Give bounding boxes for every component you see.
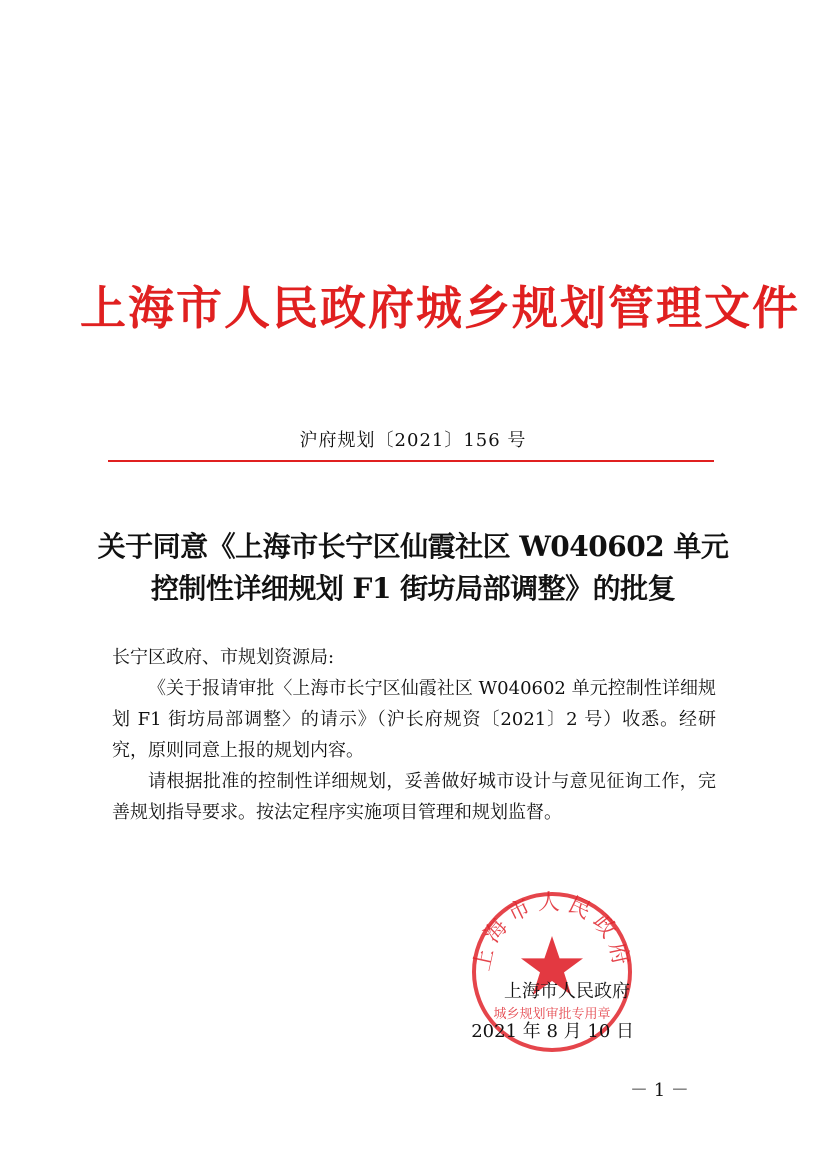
document-title-line-1: 关于同意《上海市长宁区仙霞社区 W040602 单元 (97, 530, 729, 563)
signature-organization: 上海市人民政府 (504, 981, 630, 1002)
document-title-line-2: 控制性详细规划 F1 街坊局部调整》的批复 (150, 572, 676, 605)
document-number: 沪府规划〔2021〕156 号 (299, 430, 527, 451)
document-title (80, 526, 746, 610)
signature-date: 2021 年 8 月 10 日 (471, 1021, 634, 1042)
seal-bottom-text: 城乡规划审批专用章 (493, 1007, 611, 1022)
seal-arc-text: 上海市人民政府 (470, 890, 634, 974)
body-paragraph-1: 《关于报请审批〈上海市长宁区仙霞社区 W040602 单元控制性详细规划 F1 街坊局部调整〉的请示》（沪长府规资〔2021〕2 号）收悉。经研究，原则同意上报的规划内容。 (112, 678, 716, 761)
issuer-header-title: 上海市人民政府城乡规划管理文件 (80, 281, 800, 335)
signature-block (470, 972, 636, 1052)
document-body (112, 642, 716, 828)
page-number: － 1 － (630, 1080, 689, 1101)
body-paragraph-2: 请根据批准的控制性详细规划，妥善做好城市设计与意见征询工作，完善规划指导要求。按法定程序实施项目管理和规划监督。 (112, 771, 716, 823)
red-divider-line (108, 460, 714, 462)
recipients-line: 长宁区政府、市规划资源局: (112, 647, 335, 668)
